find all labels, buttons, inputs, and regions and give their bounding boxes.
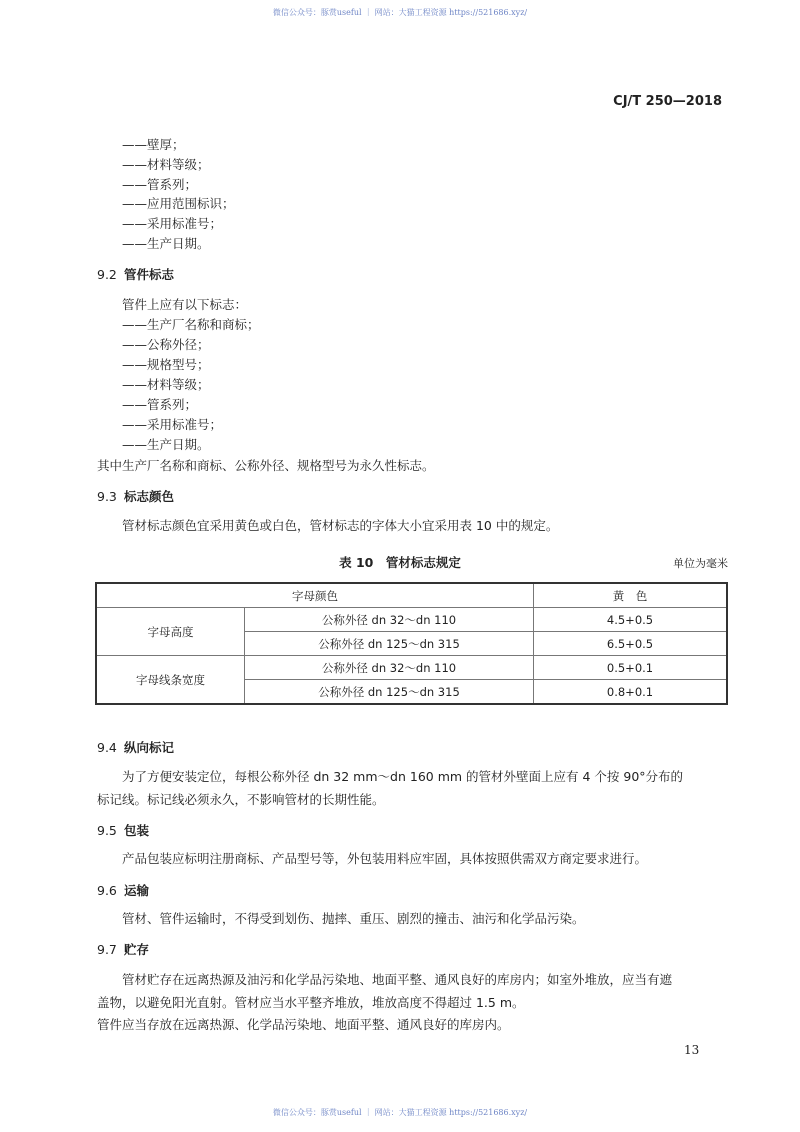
section-heading-9-7 (97, 940, 149, 958)
list-item: ——生产日期。 (122, 236, 210, 251)
section-number: 9.7 (97, 942, 117, 957)
watermark-top: 微信公众号：豚赏useful ｜ 网站：大猫工程资源 https://521686.xyz/ (272, 8, 528, 17)
table-row (96, 608, 727, 632)
range-cell: 公称外径 dn 125～dn 315 (245, 632, 534, 656)
paragraph: 产品包装应标明注册商标、产品型号等，外包装用料应牢固，具体按照供需双方商定要求进行。 (122, 851, 648, 866)
list-item: ——规格型号； (122, 357, 210, 372)
range-cell: 公称外径 dn 125～dn 315 (245, 680, 534, 705)
value-cell: 0.8+0.1 (534, 680, 728, 705)
group-label: 字母高度 (96, 608, 245, 656)
watermark-bottom: 微信公众号：豚赏useful ｜ 网站：大猫工程资源 https://521686.xyz/ (272, 1108, 528, 1117)
section-number: 9.4 (97, 740, 117, 755)
section-heading-9-2 (97, 265, 174, 283)
marking-table (95, 582, 728, 705)
section-number: 9.2 (97, 267, 117, 282)
section-title: 贮存 (124, 942, 150, 957)
table-unit: 单位为毫米 (673, 557, 728, 570)
list-item: ——生产厂名称和商标； (122, 317, 260, 332)
paragraph: 其中生产厂名称和商标、公称外径、规格型号为永久性标志。 (97, 458, 435, 473)
header-cell: 黄 色 (534, 583, 728, 608)
section-heading-9-4 (97, 738, 174, 756)
list-item: ——壁厚； (122, 137, 185, 152)
list-item: ——材料等级； (122, 377, 210, 392)
value-cell: 0.5+0.1 (534, 656, 728, 680)
value-cell: 4.5+0.5 (534, 608, 728, 632)
section-heading-9-5 (97, 821, 149, 839)
list-item: ——管系列； (122, 397, 198, 412)
paragraph: 管材贮存在远离热源及油污和化学品污染地、地面平整、通风良好的库房内；如室外堆放，应当有遮 (122, 972, 673, 987)
paragraph: 盖物，以避免阳光直射。管材应当水平整齐堆放，堆放高度不得超过 1.5 m。 (97, 995, 525, 1010)
paragraph: 标记线。标记线必须永久，不影响管材的长期性能。 (97, 792, 385, 807)
section-title: 管件标志 (124, 267, 175, 282)
section-title: 运输 (124, 883, 150, 898)
range-cell: 公称外径 dn 32～dn 110 (245, 656, 534, 680)
list-item: ——应用范围标识； (122, 196, 235, 211)
section-number: 9.6 (97, 883, 117, 898)
list-item: ——采用标准号； (122, 216, 223, 231)
header-cell: 字母颜色 (96, 583, 534, 608)
group-label: 字母线条宽度 (96, 656, 245, 705)
section-heading-9-3 (97, 487, 174, 505)
range-cell: 公称外径 dn 32～dn 110 (245, 608, 534, 632)
paragraph: 管件应当存放在远离热源、化学品污染地、地面平整、通风良好的库房内。 (97, 1017, 510, 1032)
list-item: ——管系列； (122, 177, 198, 192)
section-number: 9.3 (97, 489, 117, 504)
section-title: 包装 (124, 823, 150, 838)
standard-code: CJ/T 250—2018 (613, 94, 722, 109)
paragraph: 管材标志颜色宜采用黄色或白色，管材标志的字体大小宜采用表 10 中的规定。 (122, 518, 559, 533)
section-number: 9.5 (97, 823, 117, 838)
table-title: 表 10 管材标志规定 (339, 555, 461, 570)
value-cell: 6.5+0.5 (534, 632, 728, 656)
list-item: ——材料等级； (122, 157, 210, 172)
section-title: 纵向标记 (124, 740, 175, 755)
paragraph: 管材、管件运输时，不得受到划伤、抛摔、重压、剧烈的撞击、油污和化学品污染。 (122, 911, 585, 926)
section-heading-9-6 (97, 881, 149, 899)
paragraph: 管件上应有以下标志： (122, 297, 248, 312)
table-row (96, 656, 727, 680)
paragraph: 为了方便安装定位，每根公称外径 dn 32 mm～dn 160 mm 的管材外壁面上应有 4 个按 90°分布的 (122, 769, 684, 784)
page-number: 13 (684, 1043, 700, 1057)
section-title: 标志颜色 (124, 489, 175, 504)
list-item: ——公称外径； (122, 337, 210, 352)
list-item: ——采用标准号； (122, 417, 223, 432)
list-item: ——生产日期。 (122, 437, 210, 452)
table-header-row (96, 583, 727, 608)
